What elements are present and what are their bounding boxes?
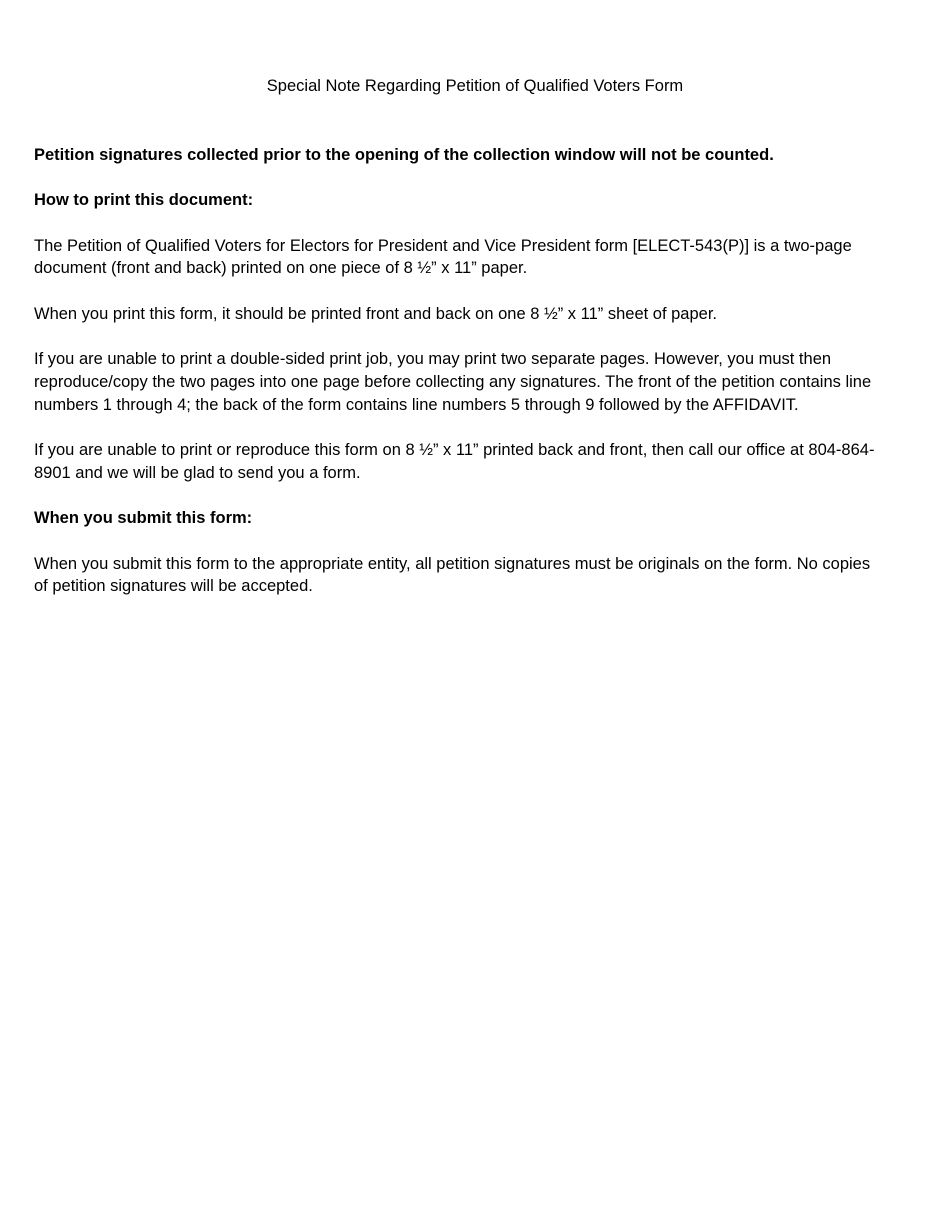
signature-warning: Petition signatures collected prior to the opening of the collection window will not be counted.	[34, 146, 774, 164]
submit-heading: When you submit this form:	[34, 509, 253, 528]
submit-paragraph: When you submit this form to the appropriate entity, all petition signatures must be originals on the form. No copies of petition signatures will be accepted.	[34, 554, 871, 596]
print-heading: How to print this document:	[34, 191, 254, 210]
print-paragraph-double-sided: When you print this form, it should be printed front and back on one 8 ½” x 11” sheet of paper.	[34, 304, 718, 323]
document-body	[34, 144, 884, 621]
print-paragraph-contact-office: If you are unable to print or reproduce this form on 8 ½” x 11” printed back and front, then call our office at 804-864-8901 and we will be glad to send you a form.	[34, 441, 875, 482]
print-paragraph-form-description: The Petition of Qualified Voters for Electors for President and Vice President form [ELECT-543(P)] is a two-page document (front and back) printed on one piece of 8 ½” x 11” paper.	[34, 236, 852, 278]
document-title: Special Note Regarding Petition of Qualified Voters Form	[266, 77, 684, 95]
print-paragraph-separate-pages: If you are unable to print a double-sided print job, you may print two separate pages. However, you must then reproduce/copy the two pages into one page before collecting any signatures. The front of the petition contains line numbers 1 through 4; the back of the form contains line numbers 5 through 9 followed by the AFFIDAVIT.	[34, 350, 872, 414]
